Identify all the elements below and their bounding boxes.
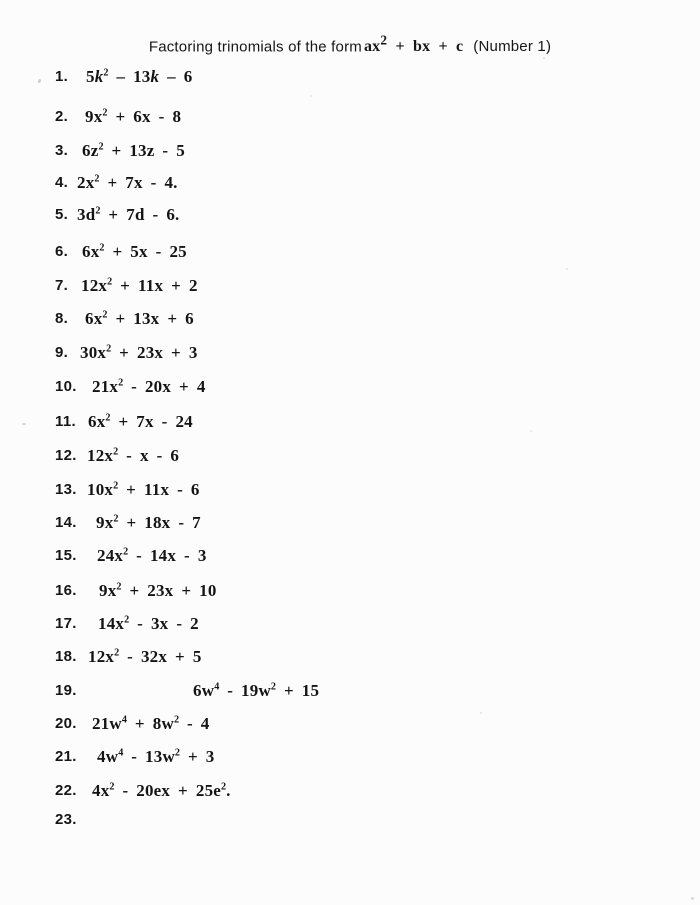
scan-speck <box>691 897 694 900</box>
problem-number: 8. <box>55 310 69 327</box>
problem-row <box>0 480 700 504</box>
problem-number: 10. <box>55 378 77 395</box>
problem-expression: $14x^2 - 3x - 2$ <box>98 614 199 633</box>
problem-number: 18. <box>55 648 77 665</box>
problem-row <box>0 614 700 638</box>
problem-row <box>0 581 700 605</box>
problem-row <box>0 412 700 436</box>
problem-row <box>0 343 700 367</box>
problem-number: 7. <box>55 277 69 294</box>
problem-expression: $30x^2 + 23x + 3$ <box>80 343 198 362</box>
problem-row <box>0 781 700 805</box>
problem-row <box>0 205 700 229</box>
problem-expression: $4w^4 - 13w^2 + 3$ <box>97 747 215 766</box>
problem-row <box>0 810 700 834</box>
problem-expression: $12x^2 + 11x + 2$ <box>81 276 198 295</box>
problem-row <box>0 747 700 771</box>
problem-row <box>0 446 700 470</box>
scan-speck <box>530 430 532 432</box>
problem-expression: $9x^2 + 6x - 8$ <box>85 107 182 126</box>
problem-number: 21. <box>55 748 77 765</box>
problem-number: 12. <box>55 447 77 464</box>
problem-number: 6. <box>55 243 69 260</box>
problem-number: 16. <box>55 582 77 599</box>
problem-expression: $6x^2 + 5x - 25$ <box>82 242 187 261</box>
problem-row <box>0 107 700 131</box>
problem-number: 1. <box>55 68 69 85</box>
scan-speck <box>480 712 482 714</box>
problem-number: 15. <box>55 547 77 564</box>
problem-number: 3. <box>55 142 69 159</box>
problem-number: 2. <box>55 108 69 125</box>
problem-row <box>0 513 700 537</box>
title-number-label: (Number 1) <box>473 38 552 56</box>
problem-expression: $2x^2 + 7x - 4$. <box>77 173 178 192</box>
problem-expression: $4x^2 - 20ex + 25e^2$. <box>92 781 231 800</box>
problem-number: 9. <box>55 344 69 361</box>
problem-number: 11. <box>55 413 76 430</box>
problem-expression: $12x^2 - 32x + 5$ <box>88 647 202 666</box>
problem-expression: $6x^2 + 7x - 24$ <box>88 412 193 431</box>
problem-row <box>0 546 700 570</box>
problem-expression: $6w^4 - 19w^2 + 15$ <box>193 681 320 700</box>
problem-number: 23. <box>55 811 77 828</box>
problem-expression: $6z^2 + 13z - 5$ <box>82 141 185 160</box>
title-text: Factoring trinomials of the form <box>148 38 362 56</box>
problem-number: 13. <box>55 481 77 498</box>
scan-speck <box>22 423 26 425</box>
problem-row <box>0 173 700 197</box>
problem-row <box>0 67 700 91</box>
problem-row <box>0 141 700 165</box>
problem-row <box>0 714 700 738</box>
problem-number: 5. <box>55 206 69 223</box>
problem-number: 19. <box>55 682 77 699</box>
problem-row <box>0 377 700 401</box>
problem-row <box>0 309 700 333</box>
problem-expression: $21x^2 - 20x + 4$ <box>92 377 206 396</box>
scan-speck <box>310 95 312 97</box>
problem-expression: $6x^2 + 13x + 6$ <box>85 309 194 328</box>
problem-expression: $12x^2$ - x - 6 <box>87 446 180 465</box>
problem-expression: $3d^2 + 7d - 6$. <box>77 205 180 224</box>
problem-row <box>0 242 700 266</box>
problem-expression: $21w^4 + 8w^2 - 4$ <box>92 714 210 733</box>
problem-row <box>0 647 700 671</box>
problem-expression: $10x^2 + 11x - 6$ <box>87 480 200 499</box>
worksheet-title <box>0 33 700 56</box>
scan-speck <box>566 268 568 270</box>
problem-expression: $9x^2 + 23x + 10$ <box>99 581 217 600</box>
title-formula: $ax^2$ + bx + c <box>363 33 464 56</box>
problem-expression: $5k^2 - 13k - 6$ <box>86 67 193 86</box>
problem-row <box>0 276 700 300</box>
problem-number: 14. <box>55 514 77 531</box>
problem-number: 20. <box>55 715 77 732</box>
scan-speck <box>543 57 545 59</box>
problem-expression: $9x^2 + 18x - 7$ <box>96 513 201 532</box>
problem-number: 4. <box>55 174 69 191</box>
problem-row <box>0 681 700 705</box>
problem-number: 17. <box>55 615 77 632</box>
problem-expression: $24x^2 - 14x - 3$ <box>97 546 207 565</box>
problem-number: 22. <box>55 782 77 799</box>
